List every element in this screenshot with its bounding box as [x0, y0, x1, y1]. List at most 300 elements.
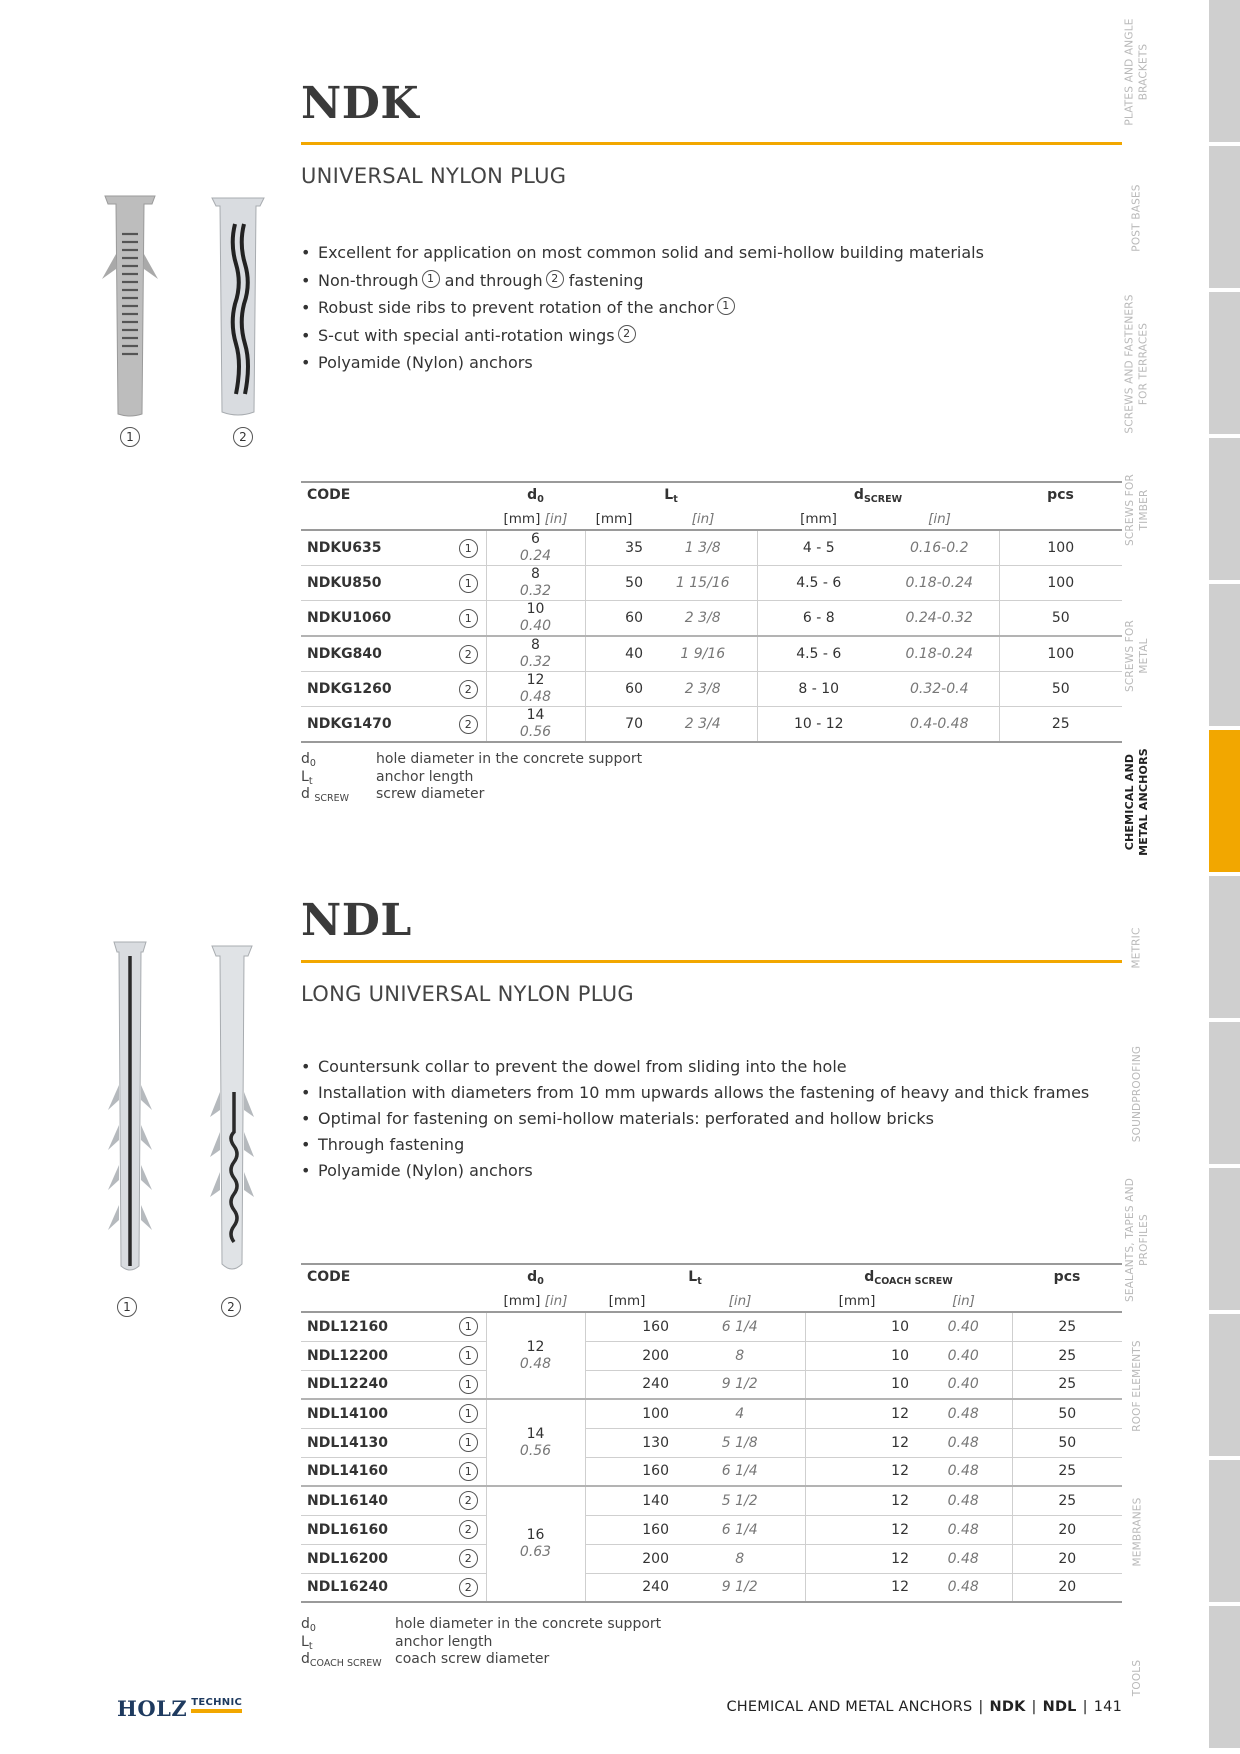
ndl-subtitle: LONG UNIVERSAL NYLON PLUG: [301, 982, 634, 1006]
side-tab-text: [1130, 1498, 1144, 1567]
lt-mm: 60: [585, 601, 649, 637]
feature-text: S-cut with special anti-rotation wings: [318, 325, 615, 345]
table-row: [301, 1399, 1122, 1428]
ds-mm: 10: [805, 1370, 915, 1399]
d0-mm: 10: [526, 601, 545, 617]
legend-row: [301, 769, 642, 787]
type-cell: [451, 1544, 486, 1573]
product-code: NDKG1470: [301, 707, 451, 743]
unit-empty: [999, 510, 1122, 530]
col-header-d0: [486, 482, 585, 510]
ds-in: 0.40: [915, 1341, 1012, 1370]
product-code: NDKG840: [301, 636, 451, 672]
side-tab[interactable]: [1209, 1314, 1240, 1458]
side-tab[interactable]: [1209, 1606, 1240, 1750]
type-marker: 2: [546, 270, 564, 288]
unit-in: [in]: [544, 511, 568, 527]
col-header-pcs: pcs: [999, 482, 1122, 510]
lt-mm: 160: [585, 1457, 675, 1486]
ndl-title-rule: [301, 960, 1122, 963]
type-cell: [451, 1515, 486, 1544]
feature-text: Excellent for application on most common solid and semi-hollow building materials: [318, 243, 984, 262]
product-code: NDL12200: [301, 1341, 451, 1370]
table-row: [301, 1573, 1122, 1602]
product-code: NDL16160: [301, 1515, 451, 1544]
feature-text: Optimal for fastening on semi-hollow materials: perforated and hollow bricks: [318, 1109, 934, 1128]
legend-row: [301, 1651, 661, 1669]
d0-mm: 16: [526, 1527, 545, 1543]
table-row: [301, 1486, 1122, 1515]
ds-mm: 8 - 10: [757, 672, 880, 707]
d0-cell: [486, 1312, 585, 1399]
unit-ds-in: [in]: [915, 1292, 1012, 1312]
legend-row: [301, 1616, 661, 1634]
unit-mm: [mm]: [503, 1293, 541, 1309]
ds-in: 0.48: [915, 1399, 1012, 1428]
unit-lt-mm: [mm]: [585, 510, 649, 530]
lt-mm: 240: [585, 1370, 675, 1399]
side-tab-line: POST BASES: [1131, 184, 1143, 252]
side-tab-text: [1130, 1660, 1144, 1696]
header-subscript: SCREW: [863, 494, 903, 505]
type-marker: 1: [459, 1462, 478, 1481]
lt-in: 1 9/16: [649, 636, 757, 672]
lt-in: 4: [675, 1399, 805, 1428]
type-marker: 1: [459, 1317, 478, 1336]
legend-text: anchor length: [376, 768, 474, 785]
product-code: NDL16140: [301, 1486, 451, 1515]
table-row: [301, 1544, 1122, 1573]
side-tab-label[interactable]: [1067, 146, 1207, 290]
ndl-spec-table: [301, 1263, 1122, 1603]
header-symbol: d: [864, 1269, 875, 1285]
side-tab-line: CHEMICAL AND: [1123, 753, 1136, 851]
header-symbol: d: [527, 487, 538, 503]
list-item: [301, 1106, 1089, 1132]
pcs: 25: [999, 707, 1122, 743]
side-tab-line: PLATES AND ANGLE: [1123, 18, 1136, 126]
product-code: NDKU850: [301, 566, 451, 601]
ndk-image-label-1: 1: [120, 427, 140, 447]
holz-technic-logo: [117, 1696, 242, 1721]
product-code: NDL16200: [301, 1544, 451, 1573]
lt-in: 6 1/4: [675, 1515, 805, 1544]
type-cell: [451, 1428, 486, 1457]
ds-in: 0.48: [915, 1544, 1012, 1573]
side-tab[interactable]: [1209, 0, 1240, 144]
side-tab-text: [1130, 1340, 1144, 1432]
ndl-table-body: [301, 1312, 1122, 1602]
ds-mm: 10 - 12: [757, 707, 880, 743]
side-tab-line: TOOLS: [1131, 1659, 1143, 1697]
side-tab-text: [1123, 18, 1151, 125]
type-marker: 1: [459, 1404, 478, 1423]
side-tab-text: [1130, 184, 1144, 251]
legend-symbol-sub: 0: [309, 758, 316, 769]
table-row: [301, 672, 1122, 707]
ndl-legend: [301, 1616, 661, 1669]
d0-in: 0.63: [519, 1544, 552, 1560]
lt-in: 2 3/8: [649, 672, 757, 707]
feature-text: and through: [444, 270, 543, 290]
lt-mm: 160: [585, 1515, 675, 1544]
type-marker: 1: [459, 1375, 478, 1394]
lt-mm: 70: [585, 707, 649, 743]
lt-in: 8: [675, 1341, 805, 1370]
lt-mm: 50: [585, 566, 649, 601]
side-tab-line: BRACKETS: [1137, 43, 1150, 101]
unit-ds-in: [in]: [880, 510, 999, 530]
header-subscript: t: [673, 494, 678, 505]
type-marker: 1: [459, 1346, 478, 1365]
d0-in: 0.56: [519, 1442, 552, 1459]
side-tab-line: FOR TERRACES: [1137, 322, 1150, 406]
feature-text: Countersunk collar to prevent the dowel from sliding into the hole: [318, 1057, 847, 1076]
side-tab-label[interactable]: [1067, 1606, 1207, 1750]
col-header-code: CODE: [301, 482, 486, 510]
legend-symbol-base: L: [301, 768, 309, 785]
side-tab-line: PROFILES: [1137, 1214, 1150, 1266]
lt-in: 8: [675, 1544, 805, 1573]
legend-symbol-sub: t: [308, 1640, 313, 1652]
unit-lt-in: [in]: [675, 1292, 805, 1312]
type-marker: 2: [459, 715, 478, 734]
type-cell: [451, 1341, 486, 1370]
d0-mm: 6: [531, 531, 540, 547]
legend-symbol-base: d: [301, 1616, 310, 1632]
page-number: 141: [1093, 1699, 1122, 1715]
ndk-feature-list: [301, 239, 984, 377]
ndk-plug-image-2: [208, 194, 268, 418]
lt-mm: 160: [585, 1312, 675, 1341]
product-code: NDL16240: [301, 1573, 451, 1602]
feature-text: Polyamide (Nylon) anchors: [318, 1161, 533, 1180]
side-tab-line: SOUNDPROOFING: [1130, 1045, 1143, 1143]
pcs: 25: [1012, 1457, 1122, 1486]
d0-cell: [486, 530, 585, 566]
d0-mm: 8: [531, 566, 540, 582]
type-marker: 2: [459, 1578, 478, 1597]
table-row: [301, 530, 1122, 566]
header-subscript: 0: [537, 1276, 544, 1287]
type-marker: 1: [459, 1433, 478, 1452]
lt-mm: 100: [585, 1399, 675, 1428]
ds-in: 0.24-0.32: [880, 601, 999, 637]
product-code: NDL12240: [301, 1370, 451, 1399]
ds-in: 0.32-0.4: [880, 672, 999, 707]
d0-cell: [486, 672, 585, 707]
ds-mm: 12: [805, 1428, 915, 1457]
side-tab[interactable]: [1209, 146, 1240, 290]
type-cell: [451, 1399, 486, 1428]
ds-mm: 4.5 - 6: [757, 636, 880, 672]
lt-in: 6 1/4: [675, 1312, 805, 1341]
product-code: NDL14160: [301, 1457, 451, 1486]
type-cell: [451, 1457, 486, 1486]
product-code: NDKG1260: [301, 672, 451, 707]
type-marker: 1: [459, 539, 478, 558]
side-tab[interactable]: [1209, 1022, 1240, 1166]
ds-in: 0.18-0.24: [880, 636, 999, 672]
ds-mm: 10: [805, 1312, 915, 1341]
pcs: 20: [1012, 1515, 1122, 1544]
legend-symbol: [301, 769, 376, 787]
table-row: [301, 601, 1122, 637]
lt-mm: 35: [585, 530, 649, 566]
unit-ds-mm: [mm]: [757, 510, 880, 530]
col-header-d0: [486, 1264, 585, 1292]
legend-symbol: [301, 751, 376, 769]
ndk-image-label-2: 2: [233, 427, 253, 447]
ds-in: 0.18-0.24: [880, 566, 999, 601]
pcs: 50: [1012, 1399, 1122, 1428]
footer-separator: |: [1082, 1699, 1088, 1715]
type-marker: 2: [459, 1491, 478, 1510]
footer-separator: |: [978, 1699, 984, 1715]
list-item: [301, 1158, 1089, 1184]
ndl-plug-image-2: [210, 942, 254, 1276]
side-tab-line: METAL ANCHORS: [1137, 748, 1150, 856]
type-marker: 1: [459, 574, 478, 593]
unit-in: [in]: [544, 1293, 568, 1309]
side-tab[interactable]: [1209, 1460, 1240, 1604]
table-row: [301, 1457, 1122, 1486]
feature-text: Installation with diameters from 10 mm upwards allows the fastening of heavy and thick frames: [318, 1083, 1090, 1102]
side-tab-line: SCREWS AND FASTENERS: [1123, 294, 1136, 434]
list-item: [301, 239, 984, 267]
pcs: 50: [999, 601, 1122, 637]
unit-empty: [1012, 1292, 1122, 1312]
lt-mm: 200: [585, 1341, 675, 1370]
table-row: [301, 1515, 1122, 1544]
pcs: 100: [999, 566, 1122, 601]
type-cell: [451, 707, 486, 743]
pcs: 25: [1012, 1312, 1122, 1341]
side-tab[interactable]: [1209, 876, 1240, 1020]
type-cell: [451, 636, 486, 672]
col-header-lt: [585, 1264, 805, 1292]
table-row: [301, 636, 1122, 672]
unit-lt-in: [in]: [649, 510, 757, 530]
legend-symbol: [301, 1651, 395, 1669]
side-tab-line: SCREWS FOR: [1123, 474, 1136, 546]
side-tab-line: MEMBRANES: [1131, 1497, 1143, 1567]
side-tab-line: METAL: [1137, 638, 1150, 674]
footer-code-ndl: NDL: [1042, 1699, 1077, 1715]
ds-in: 0.48: [915, 1457, 1012, 1486]
list-item: [301, 349, 984, 377]
pcs: 20: [1012, 1573, 1122, 1602]
unit-empty: [301, 510, 486, 530]
list-item: [301, 1080, 1089, 1106]
unit-lt-mm: [mm]: [585, 1292, 675, 1312]
lt-in: 1 3/8: [649, 530, 757, 566]
side-tab[interactable]: [1209, 292, 1240, 436]
col-header-dscrew: [757, 482, 999, 510]
ndk-plug-image-1: [100, 194, 160, 418]
ndk-spec-table: [301, 481, 1122, 743]
d0-mm: 14: [526, 707, 545, 723]
product-code: NDKU1060: [301, 601, 451, 637]
pcs: 100: [999, 530, 1122, 566]
table-row: [301, 566, 1122, 601]
d0-mm: 14: [526, 1425, 545, 1442]
list-item: [301, 322, 984, 350]
table-row: [301, 1341, 1122, 1370]
side-tab-label[interactable]: [1067, 876, 1207, 1020]
d0-mm: 12: [526, 1338, 545, 1355]
side-tab-text: [1123, 294, 1151, 433]
logo-subtext: TECHNIC: [191, 1697, 242, 1713]
lt-mm: 60: [585, 672, 649, 707]
lt-mm: 200: [585, 1544, 675, 1573]
side-tab[interactable]: [1209, 584, 1240, 728]
col-header-dcoachscrew: [805, 1264, 1012, 1292]
lt-in: 5 1/8: [675, 1428, 805, 1457]
unit-mm: [mm]: [503, 511, 541, 527]
list-item: [301, 294, 984, 322]
d0-cell: [486, 601, 585, 637]
list-item: [301, 1054, 1089, 1080]
lt-mm: 40: [585, 636, 649, 672]
header-subscript: 0: [537, 494, 544, 505]
side-tab-line: SEALANTS, TAPES AND: [1123, 1177, 1136, 1303]
side-tab[interactable]: [1209, 1168, 1240, 1312]
side-tab-line: TIMBER: [1137, 489, 1150, 531]
header-subscript: COACH SCREW: [874, 1276, 953, 1287]
ds-mm: 4.5 - 6: [757, 566, 880, 601]
lt-in: 2 3/4: [649, 707, 757, 743]
side-tab-text: [1123, 748, 1151, 856]
feature-text: Non-through: [318, 270, 419, 290]
ndl-image-label-2: 2: [221, 1297, 241, 1317]
side-tab-text: [1123, 620, 1151, 692]
side-tab-bar: [1209, 0, 1240, 1754]
d0-in: 0.40: [519, 618, 552, 634]
legend-symbol-sub: t: [308, 775, 313, 787]
unit-d0: [486, 1292, 585, 1312]
d0-in: 0.48: [519, 1355, 552, 1372]
ds-mm: 12: [805, 1486, 915, 1515]
legend-row: [301, 1634, 661, 1652]
table-row: [301, 1370, 1122, 1399]
side-tab[interactable]: [1209, 438, 1240, 582]
d0-cell: [486, 636, 585, 672]
table-row: [301, 707, 1122, 743]
type-cell: [451, 1312, 486, 1341]
type-marker: 1: [422, 270, 440, 288]
legend-text: coach screw diameter: [395, 1651, 550, 1667]
unit-ds-mm: [mm]: [805, 1292, 915, 1312]
type-marker: 2: [459, 645, 478, 664]
type-marker: 2: [618, 325, 636, 343]
legend-symbol-sub: COACH SCREW: [309, 1658, 382, 1669]
legend-symbol-base: d: [301, 1651, 310, 1667]
ds-in: 0.48: [915, 1428, 1012, 1457]
type-marker: 1: [459, 609, 478, 628]
legend-symbol-base: d: [301, 786, 315, 802]
legend-row: [301, 786, 642, 804]
d0-in: 0.48: [519, 689, 552, 705]
type-cell: [451, 1486, 486, 1515]
lt-in: 9 1/2: [675, 1573, 805, 1602]
feature-text: Polyamide (Nylon) anchors: [318, 353, 533, 372]
lt-in: 2 3/8: [649, 601, 757, 637]
feature-text: fastening: [568, 270, 644, 290]
unit-empty: [301, 1292, 486, 1312]
legend-text: screw diameter: [376, 786, 485, 802]
side-tab-text: [1123, 474, 1151, 546]
col-header-lt: [585, 482, 757, 510]
d0-mm: 8: [531, 637, 540, 653]
ndk-table-body: [301, 530, 1122, 742]
type-marker: 2: [459, 1520, 478, 1539]
feature-text: Through fastening: [318, 1135, 465, 1154]
pcs: 25: [1012, 1370, 1122, 1399]
ndk-product-code: NDK: [301, 78, 420, 129]
logo-wordmark: HOLZ: [117, 1696, 188, 1721]
ds-in: 0.48: [915, 1573, 1012, 1602]
ds-mm: 10: [805, 1341, 915, 1370]
type-cell: [451, 672, 486, 707]
legend-symbol-base: L: [301, 1633, 309, 1650]
product-code: NDL14130: [301, 1428, 451, 1457]
side-tab-label[interactable]: [1067, 0, 1207, 144]
side-tab-line: SCREWS FOR: [1123, 620, 1136, 692]
type-cell: [451, 566, 486, 601]
pcs: 25: [1012, 1341, 1122, 1370]
legend-symbol-sub: SCREW: [314, 793, 350, 804]
ndl-feature-list: [301, 1054, 1089, 1184]
ndl-product-code: NDL: [301, 895, 412, 946]
side-tab-text: [1123, 1178, 1151, 1302]
side-tab-label[interactable]: [1067, 292, 1207, 436]
side-tab-line: ROOF ELEMENTS: [1131, 1340, 1143, 1432]
pcs: 100: [999, 636, 1122, 672]
side-tab-line: METRIC: [1130, 927, 1143, 969]
lt-in: 6 1/4: [675, 1457, 805, 1486]
side-tab-text: [1130, 1046, 1144, 1142]
unit-d0: [486, 510, 585, 530]
ndl-plug-image-1: [108, 940, 152, 1274]
pcs: 50: [1012, 1428, 1122, 1457]
type-marker: 1: [717, 297, 735, 315]
ds-mm: 12: [805, 1515, 915, 1544]
ds-in: 0.16-0.2: [880, 530, 999, 566]
ds-mm: 12: [805, 1544, 915, 1573]
list-item: [301, 267, 984, 295]
product-code: NDL14100: [301, 1399, 451, 1428]
ds-mm: 4 - 5: [757, 530, 880, 566]
pcs: 50: [999, 672, 1122, 707]
type-cell: [451, 1573, 486, 1602]
legend-text: anchor length: [395, 1633, 493, 1650]
lt-in: 1 15/16: [649, 566, 757, 601]
footer-section: CHEMICAL AND METAL ANCHORS: [726, 1699, 973, 1715]
side-tab[interactable]: [1209, 730, 1240, 874]
d0-cell: [486, 1486, 585, 1602]
col-header-code: CODE: [301, 1264, 486, 1292]
type-cell: [451, 601, 486, 637]
d0-cell: [486, 1399, 585, 1486]
header-symbol: L: [664, 487, 674, 503]
ds-in: 0.48: [915, 1515, 1012, 1544]
legend-symbol: [301, 1634, 395, 1652]
pcs: 20: [1012, 1544, 1122, 1573]
list-item: [301, 1132, 1089, 1158]
side-tab-label[interactable]: [1067, 730, 1207, 874]
footer-separator: |: [1031, 1699, 1037, 1715]
